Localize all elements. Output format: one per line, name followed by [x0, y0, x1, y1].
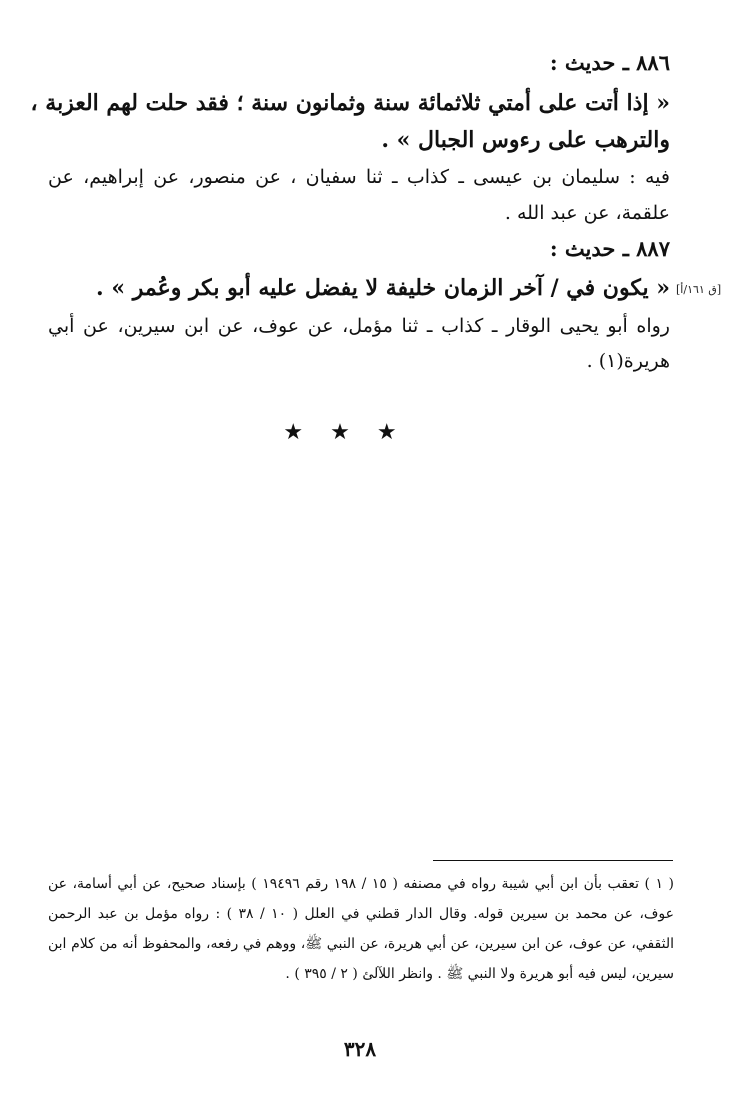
- hadith-heading-886: ٨٨٦ ـ حديث :: [549, 50, 670, 75]
- hadith-text-887-line-1: « يكون في / آخر الزمان خليفة لا يفضل عليه أبو بكر وعُمر » .: [96, 275, 670, 301]
- commentary-886-line-1: فيه : سليمان بن عيسى ـ كذاب ـ ثنا سفيان ، عن منصور، عن إبراهيم، عن: [48, 166, 670, 188]
- hadith-heading-887: ٨٨٧ ـ حديث :: [549, 236, 670, 261]
- footnote-line-4: سيرين، ليس فيه أبو هريرة ولا النبي ﷺ . وانظر اللآلئ ( ٢ / ٣٩٥ ) .: [285, 966, 674, 982]
- footnote-rule: [433, 860, 673, 861]
- footnote-line-1: ( ١ ) تعقب بأن ابن أبي شيبة رواه في مصنفه ( ١٥ / ١٩٨ رقم ١٩٤٩٦ ) بإسناد صحيح، عن أبي أسامة، عن: [48, 876, 674, 892]
- manuscript-folio-reference: [ق ١٦١/أ]: [676, 283, 722, 296]
- page-number: ٣٢٨: [343, 1037, 377, 1061]
- commentary-887-line-1: رواه أبو يحيى الوقار ـ كذاب ـ ثنا مؤمل، عن عوف، عن ابن سيرين، عن أبي: [48, 315, 670, 337]
- footnote-line-3: الثقفي، عن عوف، عن ابن سيرين، عن أبي هريرة، عن النبي ﷺ، ووهم في رفعه، والمحفوظ أنه من كلام ابن: [48, 936, 674, 952]
- commentary-886-line-2: علقمة، عن عبد الله .: [504, 202, 670, 224]
- footnote-line-2: عوف، عن محمد بن سيرين قوله. وقال الدار قطني في العلل ( ١٠ / ٣٨ ) : رواه مؤمل بن عبد الرحمن: [48, 906, 674, 922]
- hadith-text-886-line-1: « إذا أتت على أمتي ثلاثمائة سنة وثمانون سنة ؛ فقد حلت لهم العزبة ،: [30, 90, 670, 116]
- hadith-text-886-line-2: والترهب على رءوس الجبال » .: [381, 127, 670, 153]
- section-separator-stars: ★ ★ ★: [283, 420, 407, 445]
- commentary-887-line-2: هريرة(١) .: [586, 350, 670, 372]
